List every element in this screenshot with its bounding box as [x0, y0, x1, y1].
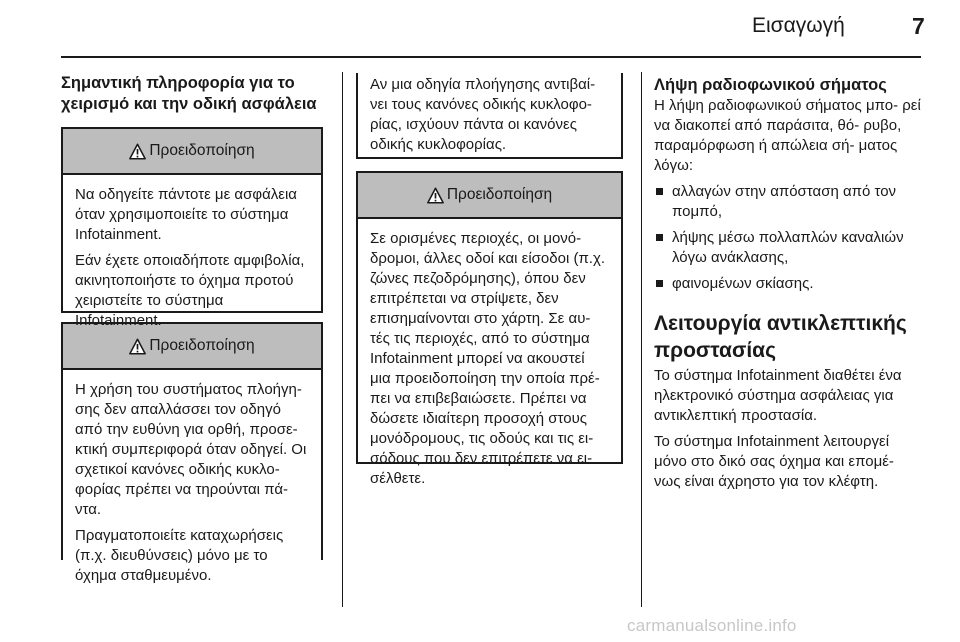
antitheft-heading: Λειτουργία αντικλεπτικής προστασίας	[654, 312, 907, 362]
continued-warning-text: Αν μια οδηγία πλοήγησης αντιβαί- νει τους κανόνες οδικής κυκλοφο- ρίας, ισχύουν πάντα οι κανόνες οδικής κυκλοφορίας.	[370, 76, 596, 153]
column-divider-1	[342, 72, 343, 607]
warning-box-3	[356, 171, 623, 487]
list-item: φαινομένων σκίασης.	[654, 274, 924, 294]
warning-icon	[427, 187, 444, 204]
warning-box-3-text: Σε ορισμένες περιοχές, οι μονό- δρομοι, άλλες οδοί και είσοδοι (π.χ. ζώνες πεζοδρόμησης), όπου δεν επιτρέπεται να στρίψετε, δεν επισημαίνονται στο χάρτη. Σε αυ- τές τις περιοχές, από το σύστημα Infotainment μπορεί να ακουστεί μια προειδοποίηση την οποία πρέ- πει να επιβεβαιώσετε. Πρέπει να δώσετε ιδιαίτερη προσοχή στους μονόδρομους, τις οδούς και τις ει- σόδους που δεν επιτρέπετε να ει- σέλθετε.	[370, 230, 606, 487]
header-divider	[61, 56, 921, 58]
list-item: αλλαγών στην απόσταση από τον πομπό,	[654, 182, 924, 222]
page-number: 7	[912, 13, 925, 39]
warning-box-2-title: Προειδοποίηση	[149, 337, 255, 354]
antitheft-text-1: Το σύστημα Infotainment διαθέτει ένα ηλεκτρονικό σύστημα ασφάλειας για αντικλεπτική προστασία.	[654, 367, 902, 424]
column-1	[61, 73, 323, 584]
chapter-title: Εισαγωγή	[752, 14, 845, 37]
column-2	[356, 73, 623, 487]
warning-box-3-title: Προειδοποίηση	[446, 186, 553, 203]
antitheft-text-2: Το σύστημα Infotainment λειτουργεί μόνο στο δικό σας όχημα και επομέ- νως είναι άχρηστο για τον κλέφτη.	[654, 433, 894, 490]
list-item: λήψης μέσω πολλαπλών καναλιών λόγω ανάκλασης,	[654, 228, 924, 268]
safety-heading: Σημαντική πληροφορία για το χειρισμό και την οδική ασφάλεια	[61, 74, 317, 113]
reception-bullet-list	[654, 182, 924, 294]
warning-box-3-header	[358, 173, 621, 219]
warning-box-2	[61, 322, 323, 584]
warning-box-1-text-2: Εάν έχετε οποιαδήποτε αμφιβολία, ακινητοποιήστε το όχημα προτού χειριστείτε το σύστημα Infotainment.	[75, 252, 305, 329]
warning-icon	[129, 338, 146, 355]
warning-box-1-header	[63, 129, 321, 175]
warning-box-2-text-1: Η χρήση του συστήματος πλοήγη- σης δεν απαλλάσσει τον οδηγό από την ευθύνη για ορθή, προσε- κτική συμπεριφορά όταν οδηγεί. Οι σχετικοί κανόνες οδικής κυκλο- φορίας πρέπει να τηρούνται πά- ντα.	[75, 381, 307, 518]
reception-intro: Η λήψη ραδιοφωνικού σήματος μπο- ρεί να διακοπεί από παράσιτα, θό- ρυβο, παραμόρφωση ή απώλεια σή- ματος λόγω:	[654, 97, 921, 174]
watermark: carmanualsonline.info	[627, 616, 797, 635]
column-divider-2	[641, 72, 642, 607]
warning-box-1	[61, 127, 323, 329]
continued-warning-box	[356, 73, 623, 159]
warning-box-1-title: Προειδοποίηση	[149, 142, 255, 159]
warning-box-1-text-1: Να οδηγείτε πάντοτε με ασφάλεια όταν χρησιμοποιείτε το σύστημα Infotainment.	[75, 186, 297, 243]
column-3	[654, 75, 924, 492]
reception-heading: Λήψη ραδιοφωνικού σήματος	[654, 76, 887, 94]
warning-icon	[129, 143, 146, 160]
warning-box-2-text-2: Πραγματοποιείτε καταχωρήσεις (π.χ. διευθύνσεις) μόνο με το όχημα σταθμευμένο.	[75, 527, 284, 584]
